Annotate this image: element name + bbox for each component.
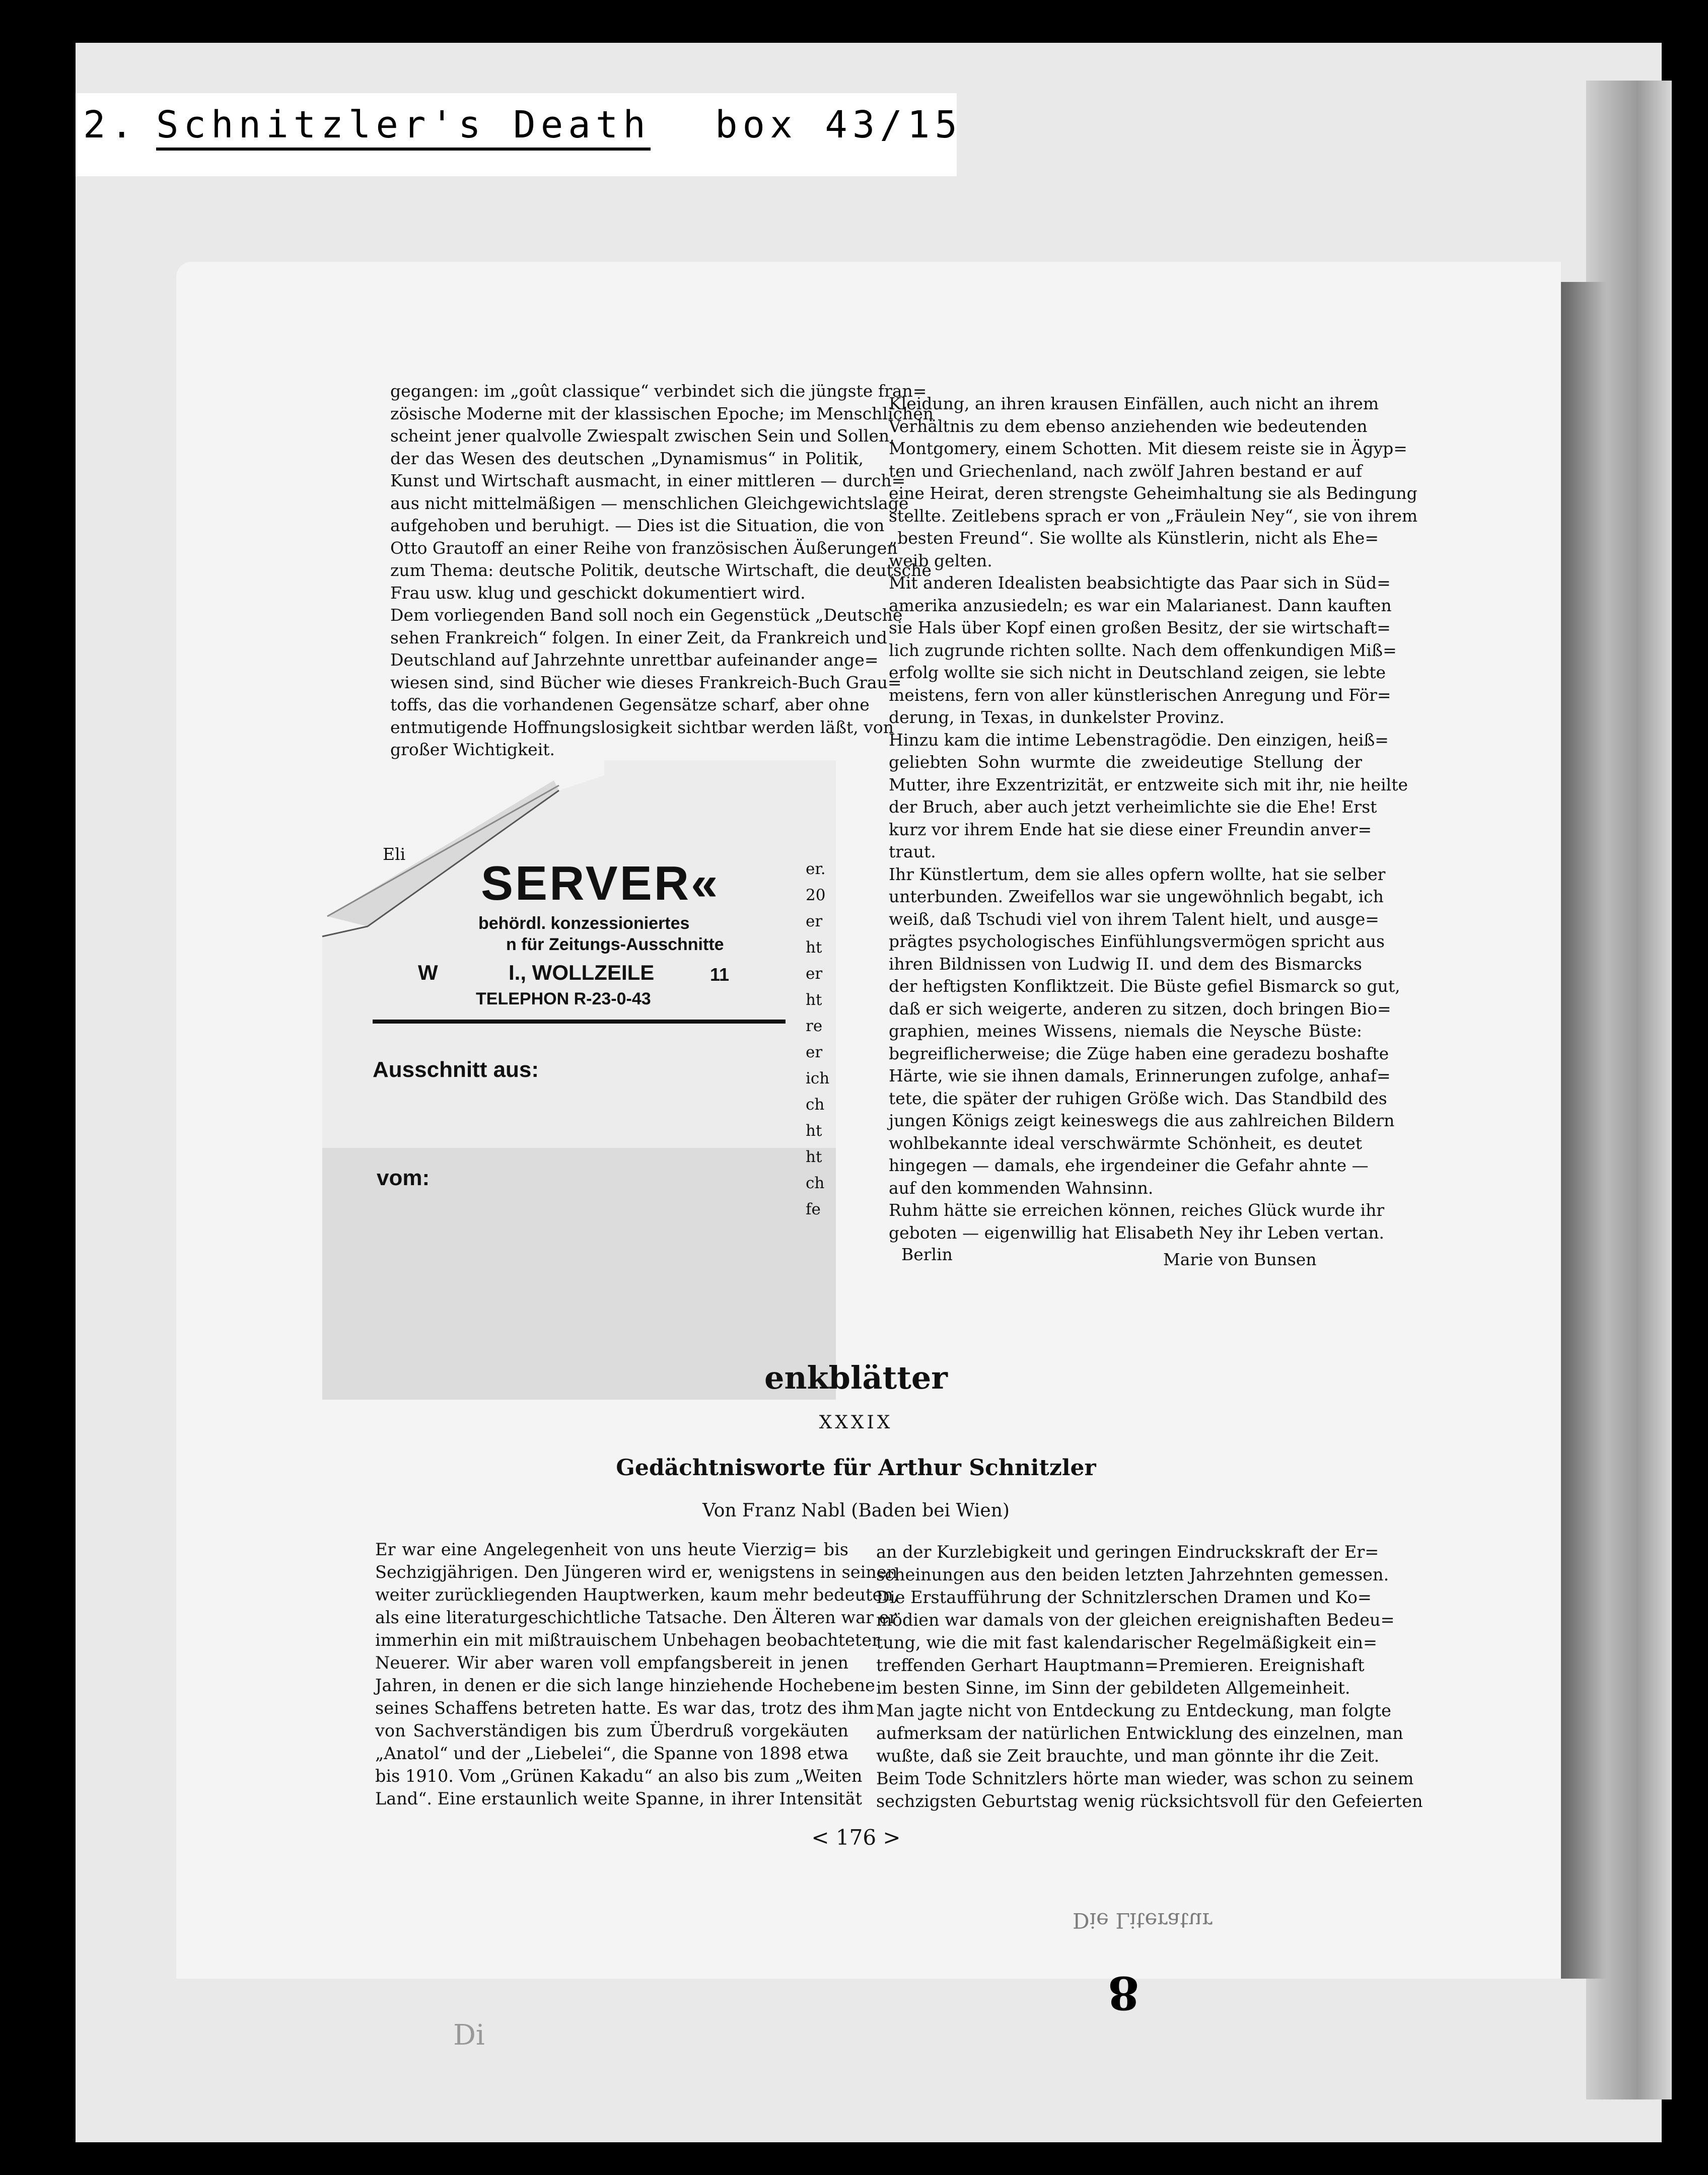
text-line: Kunst und Wirtschaft ausmacht, in einer mittleren — durch= (390, 471, 906, 490)
clipping-field-source: Ausschnitt aus: (373, 1057, 539, 1082)
text-line: treffenden Gerhart Hauptmann=Premieren. Ereignishaft (876, 1655, 1365, 1675)
text-line: jungen Königs zeigt keineswegs die aus zahlreichen Bildern (889, 1111, 1395, 1130)
text-line: traut. (889, 842, 936, 861)
text-line: scheint jener qualvolle Zwiespalt zwischen Sein und Sollen, (390, 426, 895, 446)
text-line: tete, die später der ruhigen Größe wich. Das Standbild des (889, 1088, 1387, 1108)
edge-fragment: ht (806, 991, 822, 1009)
folder-number: 2. (83, 103, 138, 147)
text-line: eine Heirat, deren strengste Geheimhaltung sie als Bedingung (889, 483, 1417, 503)
text-line: Beim Tode Schnitzlers hörte man wieder, was schon zu seinem (876, 1769, 1414, 1788)
text-line: lich zugrunde richten sollte. Nach dem offenkundigen Miß= (889, 640, 1397, 660)
text-line: aufmerksam der natürlichen Entwicklung des einzelnen, man (876, 1723, 1403, 1743)
signature-place: Berlin (901, 1245, 953, 1264)
clipping-edge-fragments (806, 856, 836, 1222)
clipping-field-date: vom: (377, 1166, 430, 1190)
text-line: entmutigende Hoffnungslosigkeit sichtbar werden läßt, von (390, 717, 894, 737)
text-line: „Anatol“ und der „Liebelei“, die Spanne von 1898 etwa (375, 1744, 848, 1763)
text-line: bis 1910. Vom „Grünen Kakadu“ an also bis zum „Weiten (375, 1766, 863, 1786)
text-line: Mutter, ihre Exzentrizität, er entzweite sich mit ihr, nie heilte (889, 774, 1408, 794)
text-line: Ruhm hätte sie erreichen können, reiches Glück wurde ihr (889, 1200, 1385, 1220)
article-top-right-column (889, 393, 1418, 1244)
text-line: ten und Griechenland, nach zwölf Jahren bestand er auf (889, 461, 1362, 481)
text-line: ihren Bildnissen von Ludwig II. und dem des Bismarcks (889, 954, 1362, 974)
text-line: auf den kommenden Wahnsinn. (889, 1178, 1154, 1198)
mirrored-stamp: Die Literatur (1073, 1908, 1213, 1933)
text-line: weiter zurückliegenden Hauptwerken, kaum mehr bedeuten, (375, 1585, 899, 1605)
text-line: geliebten Sohn wurmte die zweideutige Stellung der (889, 752, 1362, 772)
edge-fragment: ht (806, 1148, 822, 1166)
clipping-address-a: W (418, 961, 438, 984)
text-line: als eine literaturgeschichtliche Tatsache. Den Älteren war er (375, 1608, 897, 1627)
text-line: mödien war damals von der gleichen ereignishaften Bedeu= (876, 1610, 1395, 1630)
text-line: erfolg wollte sie sich nicht in Deutschland zeigen, sie lebte (889, 663, 1386, 682)
text-line: Härte, wie sie ihnen damals, Erinnerungen zufolge, anhaf= (889, 1066, 1391, 1085)
text-line: Die Erstaufführung der Schnitzlerschen Dramen und Ko= (876, 1587, 1372, 1607)
clipping-rule (373, 1020, 786, 1024)
clipping-telephone: TELEPHON R-23-0-43 (476, 989, 651, 1008)
text-line: der heftigsten Konfliktzeit. Die Büste gefiel Bismarck so gut, (889, 976, 1400, 996)
signature-name: Marie von Bunsen (1163, 1250, 1317, 1269)
text-line: Verhältnis zu dem ebenso anziehenden wie bedeutenden (889, 416, 1368, 436)
edge-fragment: er (806, 1043, 823, 1061)
text-line: „besten Freund“. Sie wollte als Künstlerin, nicht als Ehe= (889, 528, 1379, 548)
text-line: graphien, meines Wissens, niemals die Neysche Büste: (889, 1021, 1362, 1041)
text-line: Land“. Eine erstaunlich weite Spanne, in ihrer Intensität (375, 1789, 862, 1808)
article-top-left-column (390, 380, 934, 761)
text-line: weib gelten. (889, 550, 992, 570)
edge-fragment: ht (806, 938, 822, 957)
text-line: meistens, fern von aller künstlerischen Anregung und För= (889, 685, 1391, 705)
page-number: < 176 > (811, 1825, 901, 1850)
folder-title: Schnitzler's Death (156, 103, 651, 151)
text-line: sehen Frankreich“ folgen. In einer Zeit, da Frankreich und (390, 627, 887, 647)
text-line: an der Kurzlebigkeit und geringen Eindruckskraft der Er= (876, 1542, 1379, 1562)
text-line: Otto Grautoff an einer Reihe von französischen Äußerungen (390, 538, 898, 558)
text-line: wohlbekannte ideal verschwärmte Schönheit, es deutet (889, 1133, 1362, 1153)
text-line: immerhin ein mit mißtrauischem Unbehagen beobachteter (375, 1630, 880, 1650)
text-line: zum Thema: deutsche Politik, deutsche Wirtschaft, die deutsche (390, 560, 932, 580)
text-line: stellte. Zeitlebens sprach er von „Fräulein Ney“, sie von ihrem (889, 505, 1418, 526)
edge-fragment: ich (806, 1069, 830, 1088)
edge-fragment: 20 (806, 886, 826, 904)
edge-fragment: fe (806, 1200, 821, 1218)
edge-fragment: er (806, 965, 823, 983)
clipping-line1: behördl. konzessioniertes (478, 914, 690, 933)
text-line: gegangen: im „goût classique“ verbindet sich die jüngste fran= (390, 381, 927, 401)
article-bottom-right-column (876, 1541, 1423, 1812)
text-line: Mit anderen Idealisten beabsichtigte das Paar sich in Süd= (889, 573, 1391, 593)
text-line: Er war eine Angelegenheit von uns heute Vierzig= bis (375, 1540, 848, 1559)
article-title: Gedächtnisworte für Arthur Schnitzler (616, 1455, 1096, 1481)
text-line: Jahren, in denen er die sich lange hinziehende Hochebene (375, 1676, 875, 1695)
text-line: Dem vorliegenden Band soll noch ein Gegenstück „Deutsche (390, 605, 903, 625)
mirrored-number: 8 (1108, 1966, 1140, 2019)
text-line: begreiflicherweise; die Züge haben eine geradezu boshafte (889, 1043, 1389, 1063)
edge-fragment: er (806, 912, 823, 930)
clipping-line2: n für Zeitungs-Ausschnitte (506, 935, 724, 954)
text-line: aufgehoben und beruhigt. — Dies ist die Situation, die von (390, 516, 885, 535)
text-line: wußte, daß sie Zeit brauchte, und man gönnte ihr die Zeit. (876, 1746, 1380, 1766)
text-line: toffs, das die vorhandenen Gegensätze scharf, aber ohne (390, 695, 870, 714)
text-line: kurz vor ihrem Ende hat sie diese einer Freundin anver= (889, 819, 1372, 839)
series-number: XXXIX (819, 1412, 893, 1433)
text-line: weiß, daß Tschudi viel von ihrem Talent hielt, und ausge= (889, 909, 1379, 929)
edge-fragment: re (806, 1017, 823, 1035)
text-line: im besten Sinne, im Sinn der gebildeten Allgemeinheit. (876, 1678, 1350, 1698)
text-line: zösische Moderne mit der klassischen Epoche; im Menschlichen (390, 403, 934, 423)
backing-mark-bottom-left: Di (453, 2019, 485, 2052)
edge-fragment: ch (806, 1096, 825, 1114)
series-title: enkblätter (764, 1359, 948, 1396)
text-line: Man jagte nicht von Entdeckung zu Entdeckung, man folgte (876, 1701, 1391, 1720)
text-line: Deutschland auf Jahrzehnte unrettbar aufeinander ange= (390, 650, 879, 670)
text-line: Frau usw. klug und geschickt dokumentiert wird. (390, 583, 806, 603)
text-line: der das Wesen des deutschen „Dynamismus“ in Politik, (390, 448, 864, 468)
folder-box: box 43/15 (715, 103, 962, 147)
text-line: wiesen sind, sind Bücher wie dieses Frankreich-Buch Grau= (390, 672, 902, 692)
text-line: scheinungen aus den beiden letzten Jahrzehnten gemessen. (876, 1565, 1389, 1584)
text-line: Neuerer. Wir aber waren voll empfangsbereit in jenen (375, 1653, 848, 1673)
clipping-service-name: SERVER« (481, 856, 720, 910)
text-line: aus nicht mittelmäßigen — menschlichen Gleichgewichtslage (390, 493, 909, 513)
text-line: amerika anzusiedeln; es war ein Malarianest. Dann kauften (889, 595, 1392, 615)
text-line: sie Hals über Kopf einen großen Besitz, der sie wirtschaft= (889, 618, 1391, 637)
text-line: geboten — eigenwillig hat Elisabeth Ney ihr Leben vertan. (889, 1222, 1384, 1243)
text-line: seines Schaffens betreten hatte. Es war das, trotz des ihm (375, 1698, 875, 1718)
edge-fragment: er. (806, 860, 826, 878)
text-line: prägtes psychologisches Einfühlungsvermögen spricht aus (889, 931, 1385, 951)
text-line: großer Wichtigkeit. (390, 740, 555, 759)
edge-fragment: ht (806, 1122, 822, 1140)
article-byline: Von Franz Nabl (Baden bei Wien) (702, 1500, 1010, 1521)
text-line: Sechzigjährigen. Den Jüngeren wird er, wenigstens in seinen (375, 1562, 898, 1582)
text-line: tung, wie die mit fast kalendarischer Regelmäßigkeit ein= (876, 1633, 1378, 1652)
clipping-address-num: 11 (710, 964, 730, 985)
text-line: daß er sich weigerte, anderen zu sitzen, doch bringen Bio= (889, 998, 1391, 1019)
text-line: Kleidung, an ihren krausen Einfällen, auch nicht an ihrem (889, 394, 1379, 413)
text-line: derung, in Texas, in dunkelster Provinz. (889, 707, 1225, 727)
text-line: Ihr Künstlertum, dem sie alles opfern wollte, hat sie selber (889, 864, 1386, 884)
text-line: Hinzu kam die intime Lebenstragödie. Den einzigen, heiß= (889, 730, 1389, 750)
edge-fragment: ch (806, 1174, 825, 1192)
text-line: hingegen — damals, ehe irgendeiner die Gefahr ahnte — (889, 1155, 1369, 1175)
text-line: von Sachverständigen bis zum Überdruß vorgekäuten (375, 1721, 848, 1741)
text-line: sechzigsten Geburtstag wenig rücksichtsvoll für den Gefeierten (876, 1791, 1423, 1811)
text-line: unterbunden. Zweifellos war sie ungewöhnlich begabt, ich (889, 887, 1384, 906)
article-bottom-left-column (375, 1538, 899, 1810)
text-line: Montgomery, einem Schotten. Mit diesem reiste sie in Ägyp= (889, 439, 1407, 458)
clipping-address-b: I., WOLLZEILE (509, 961, 655, 984)
clipping-fragment-left: Eli (383, 844, 406, 864)
text-line: der Bruch, aber auch jetzt verheimlichte sie die Ehe! Erst (889, 797, 1377, 817)
